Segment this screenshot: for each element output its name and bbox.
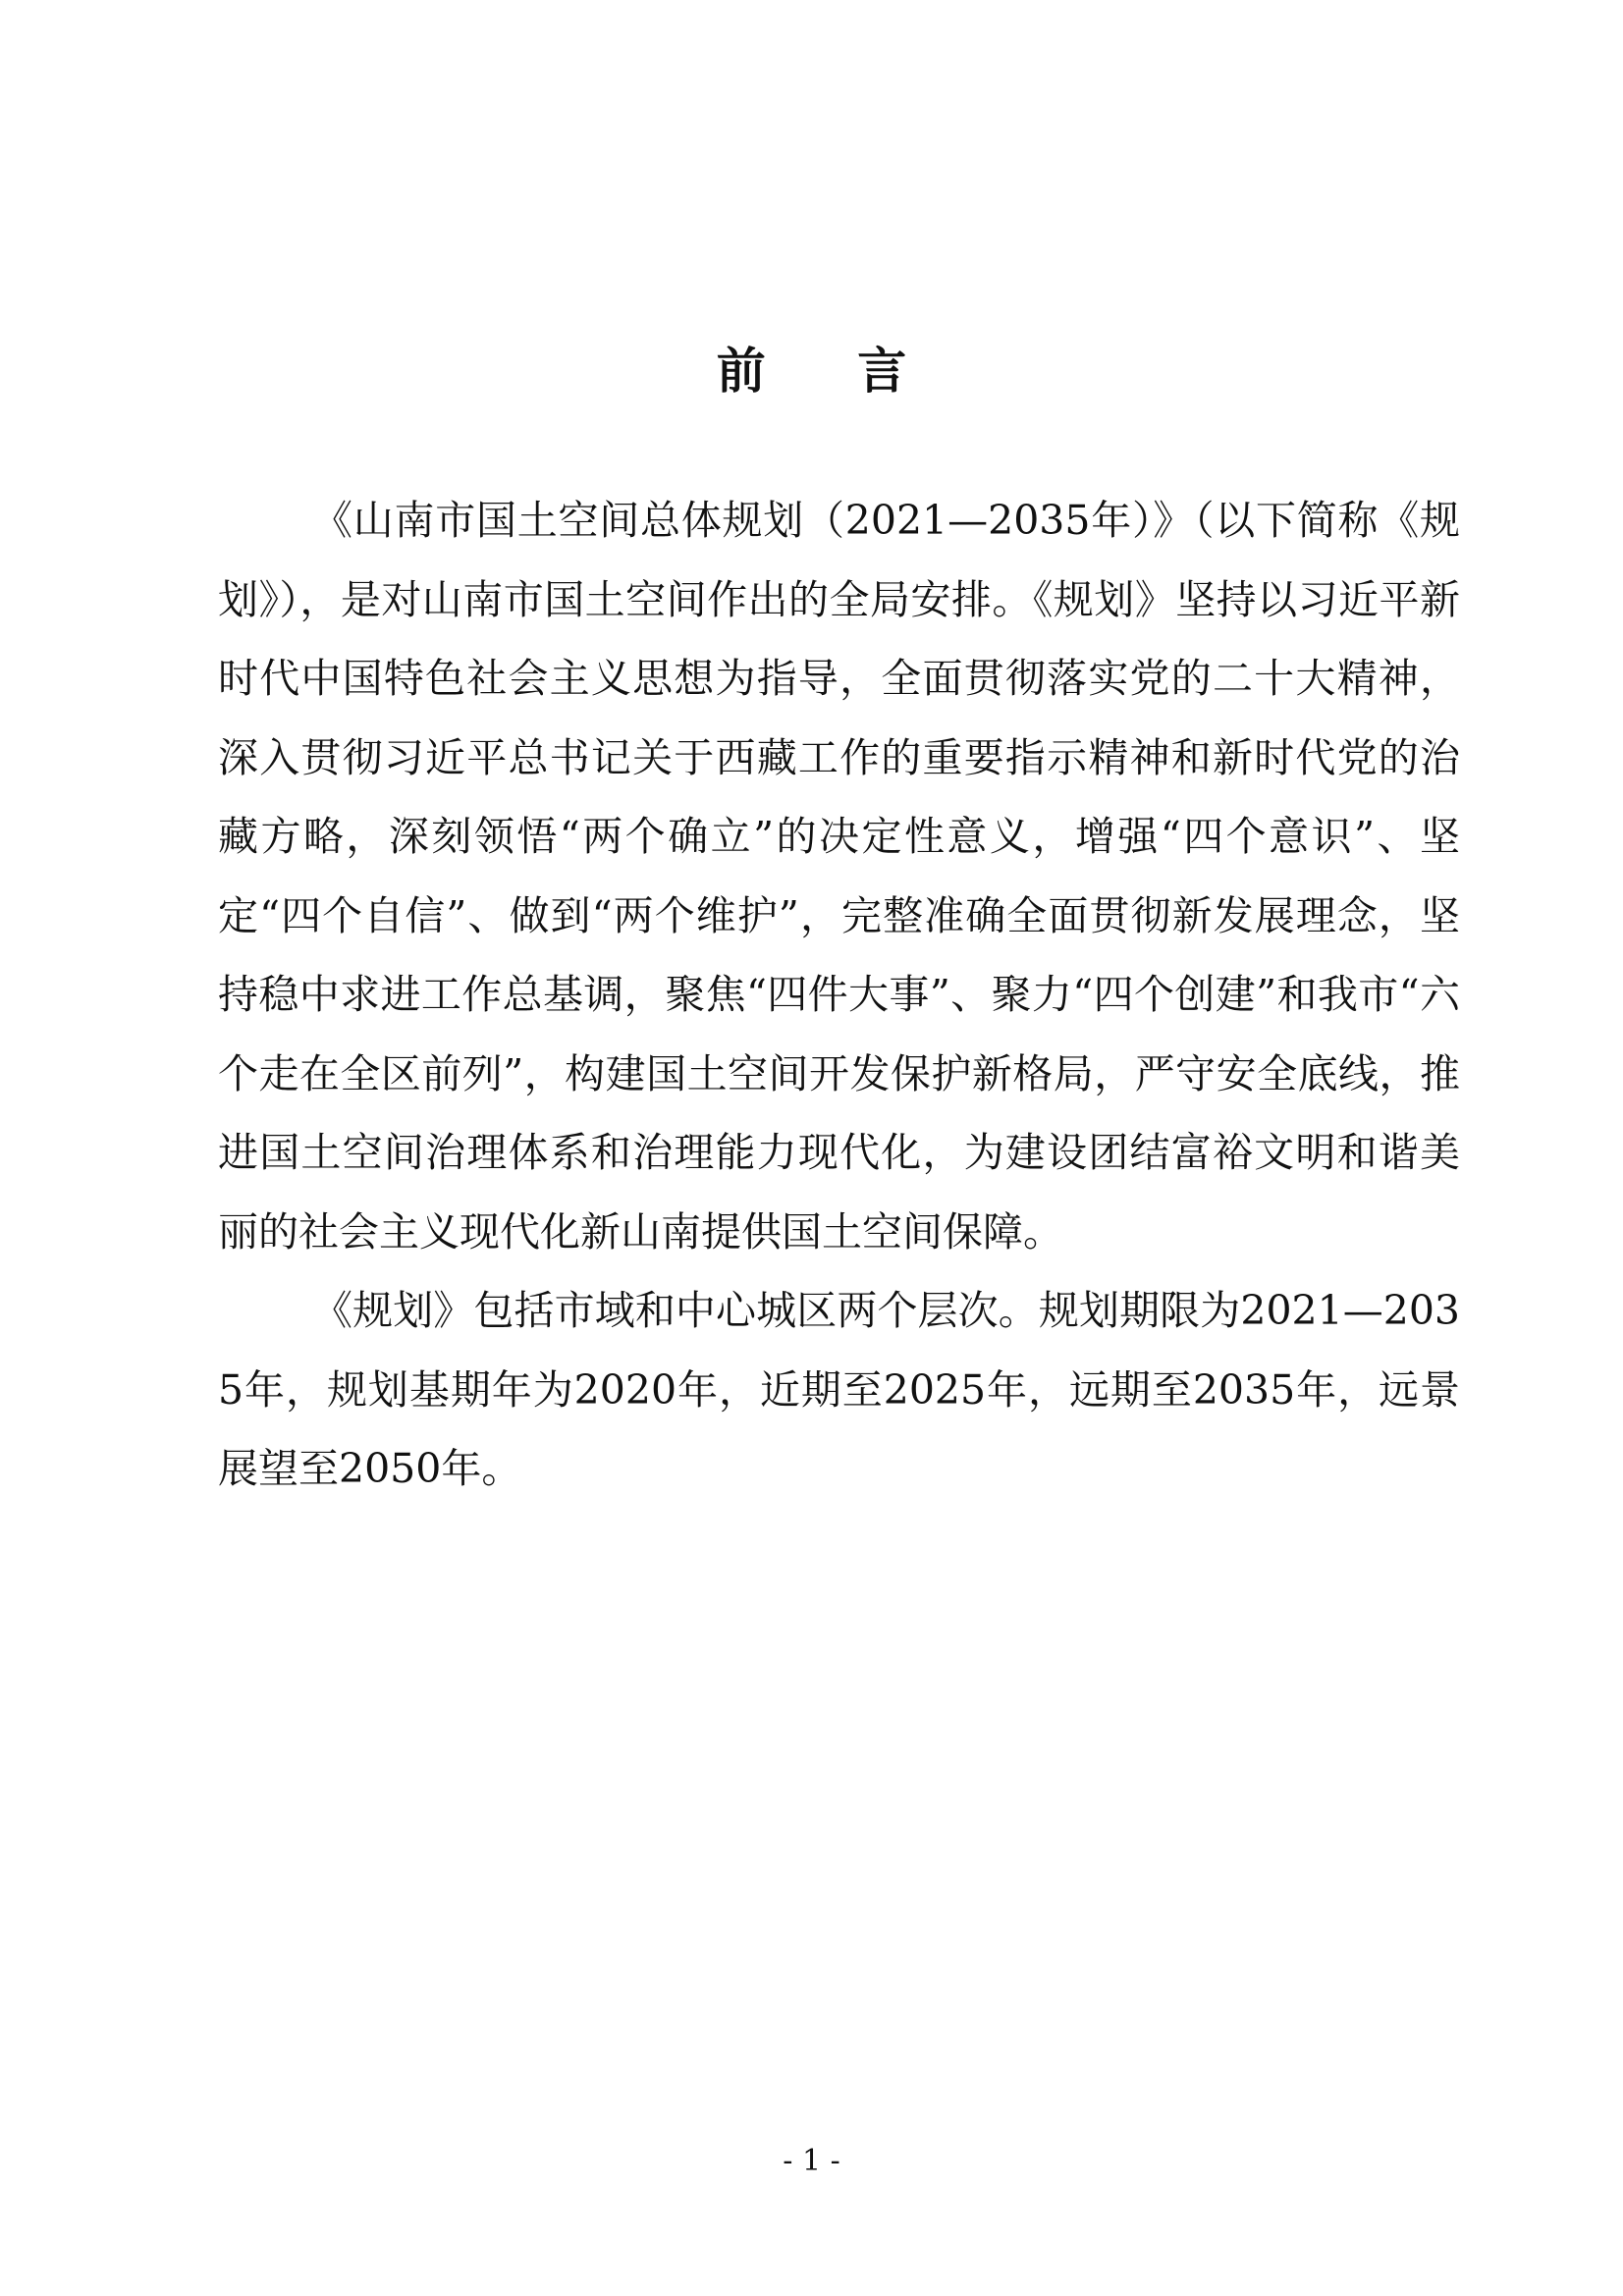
body-text bbox=[218, 481, 1460, 1509]
paragraph-plan-period: 《规划》包括市域和中心城区两个层次。规划期限为2021—2035年，规划基期年为2020年，近期至2025年，远期至2035年，远景展望至2050年。 bbox=[218, 1287, 1460, 1492]
page-title: 前 言 bbox=[716, 342, 945, 400]
paragraph-preface-intro: 《山南市国土空间总体规划（2021—2035年）》（以下简称《规划》），是对山南市国土空间作出的全局安排。《规划》坚持以习近平新时代中国特色社会主义思想为指导，全面贯彻落实党的二十大精神，深入贯彻习近平总书记关于西藏工作的重要指示精神和新时代党的治藏方略，深刻领悟“两个确立”的决定性意义，增强“四个意识”、坚定“四个自信”、做到“两个维护”，完整准确全面贯彻新发展理念，坚持稳中求进工作总基调，聚焦“四件大事”、聚力“四个创建”和我市“六个走在全区前列”，构建国土空间开发保护新格局，严守安全底线，推进国土空间治理体系和治理能力现代化，为建设团结富裕文明和谐美丽的社会主义现代化新山南提供国土空间保障。 bbox=[218, 497, 1460, 1255]
page-number: - 1 - bbox=[783, 2144, 840, 2178]
